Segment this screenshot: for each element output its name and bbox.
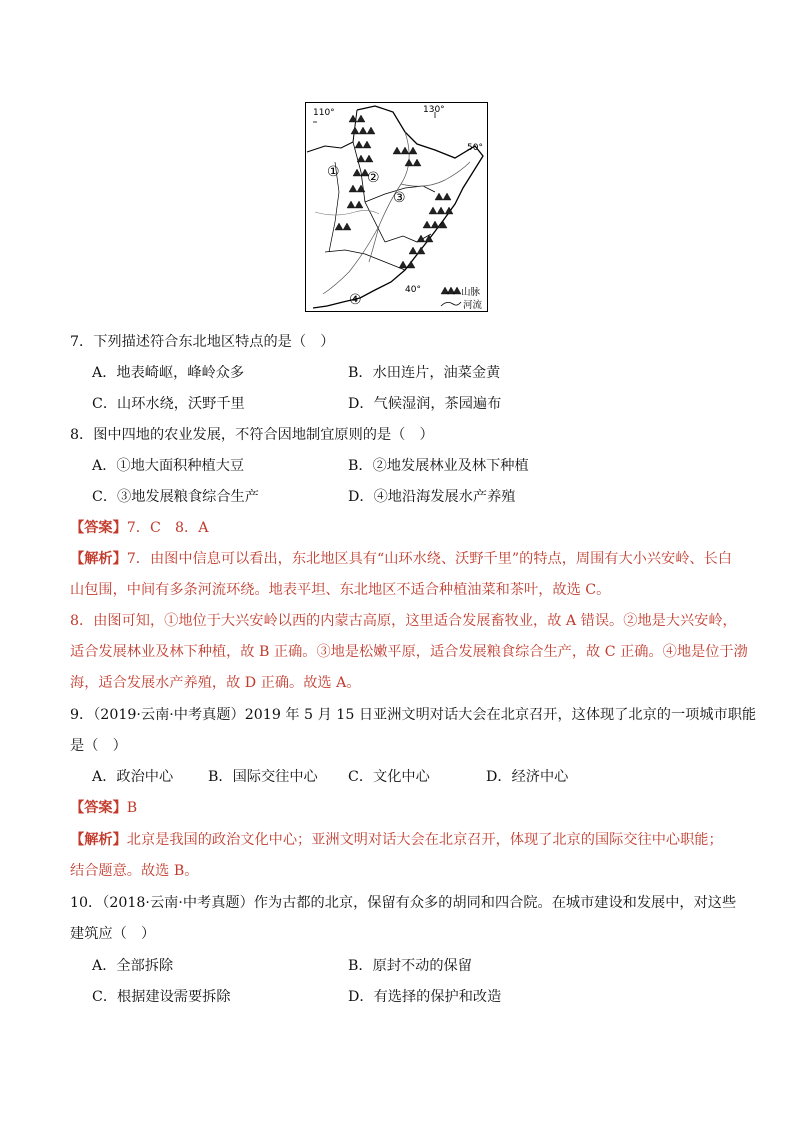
- question-10-stem-line-2: 建筑应（ ）: [70, 926, 156, 942]
- northeast-map-figure: [305, 102, 488, 312]
- region-3-label: ③: [393, 190, 406, 206]
- explanation-tag: 【解析】: [70, 551, 127, 567]
- answer-text: 7．C 8．A: [126, 520, 209, 536]
- explanation-text: 北京是我国的政治文化中心；亚洲文明对话大会在北京召开，体现了北京的国际交往中心职能；: [126, 832, 723, 848]
- question-9-option-d: D．经济中心: [486, 769, 569, 785]
- explanation-7-8-line-1: [70, 549, 732, 569]
- question-7-option-b: B．水田连片，油菜金黄: [348, 365, 501, 381]
- question-7-option-c: C．山环水绕，沃野千里: [92, 396, 245, 412]
- lon-110-label: 110°: [313, 108, 335, 118]
- legend-mountain-label: 山脉: [461, 287, 481, 298]
- question-8-option-a: A．①地大面积种植大豆: [92, 458, 245, 474]
- region-2-label: ②: [367, 170, 380, 186]
- region-1-label: ①: [327, 164, 340, 180]
- question-7-stem: 7．下列描述符合东北地区特点的是（ ）: [70, 334, 335, 350]
- question-9-option-c: C．文化中心: [348, 769, 430, 785]
- explanation-7-8-line-4: 适合发展林业及林下种植，故 B 正确。③地是松嫩平原，适合发展粮食综合生产，故 C 正确。④地是位于渤: [70, 644, 748, 660]
- question-10-stem-line-1: 10．（2018·云南·中考真题）作为古都的北京，保留有众多的胡同和四合院。在城市建设和发展中，对这些: [70, 895, 737, 911]
- answer-9: [70, 798, 137, 818]
- question-7-option-d: D．气候湿润，茶园遍布: [348, 396, 502, 412]
- region-4-label: ④: [349, 292, 362, 308]
- answer-tag: 【答案】: [70, 520, 127, 536]
- question-10-option-b: B．原封不动的保留: [348, 958, 472, 974]
- explanation-9-line-1: [70, 830, 723, 850]
- question-10-option-a: A．全部拆除: [92, 958, 174, 974]
- explanation-9-line-2: 结合题意。故选 B。: [70, 863, 199, 879]
- question-8-stem: 8．图中四地的农业发展，不符合因地制宜原则的是（ ）: [70, 427, 434, 443]
- legend-river-label: 河流: [463, 300, 483, 311]
- question-10-option-d: D．有选择的保护和改造: [348, 989, 502, 1005]
- question-9-stem-line-1: 9．（2019·云南·中考真题）2019 年 5 月 15 日亚洲文明对话大会在北京召开，这体现了北京的一项城市职能: [70, 707, 757, 723]
- question-10-option-c: C．根据建设需要拆除: [92, 989, 231, 1005]
- answer-tag: 【答案】: [70, 800, 127, 816]
- northeast-map: [305, 102, 488, 312]
- explanation-7-8-line-5: 海，适合发展水产养殖，故 D 正确。故选 A。: [70, 675, 361, 691]
- answer-text: B: [126, 800, 138, 816]
- question-8-option-c: C．③地发展粮食综合生产: [92, 489, 259, 505]
- explanation-7-8-line-2: 山包围，中间有多条河流环绕。地表平坦、东北地区不适合种植油菜和茶叶，故选 C。: [70, 582, 611, 598]
- lat-40-label: 40°: [405, 285, 421, 295]
- explanation-tag: 【解析】: [70, 832, 127, 848]
- explanation-7-8-line-3: 8．由图可知，①地位于大兴安岭以西的内蒙古高原，这里适合发展畜牧业，故 A 错误。②地是大兴安岭，: [70, 613, 737, 629]
- question-8-option-d: D．④地沿海发展水产养殖: [348, 489, 516, 505]
- question-9-stem-line-2: 是（ ）: [70, 738, 127, 754]
- lat-50-label: 50°: [467, 143, 483, 153]
- question-9-option-a: A．政治中心: [92, 769, 174, 785]
- explanation-text: 7．由图中信息可以看出，东北地区具有“山环水绕、沃野千里”的特点，周围有大小兴安岭、长白: [126, 551, 732, 567]
- question-7-option-a: A．地表崎岖，峰岭众多: [92, 365, 245, 381]
- answer-7-8: [70, 518, 208, 538]
- lon-130-label: 130°: [423, 105, 445, 115]
- question-8-option-b: B．②地发展林业及林下种植: [348, 458, 529, 474]
- question-9-option-b: B．国际交往中心: [208, 769, 318, 785]
